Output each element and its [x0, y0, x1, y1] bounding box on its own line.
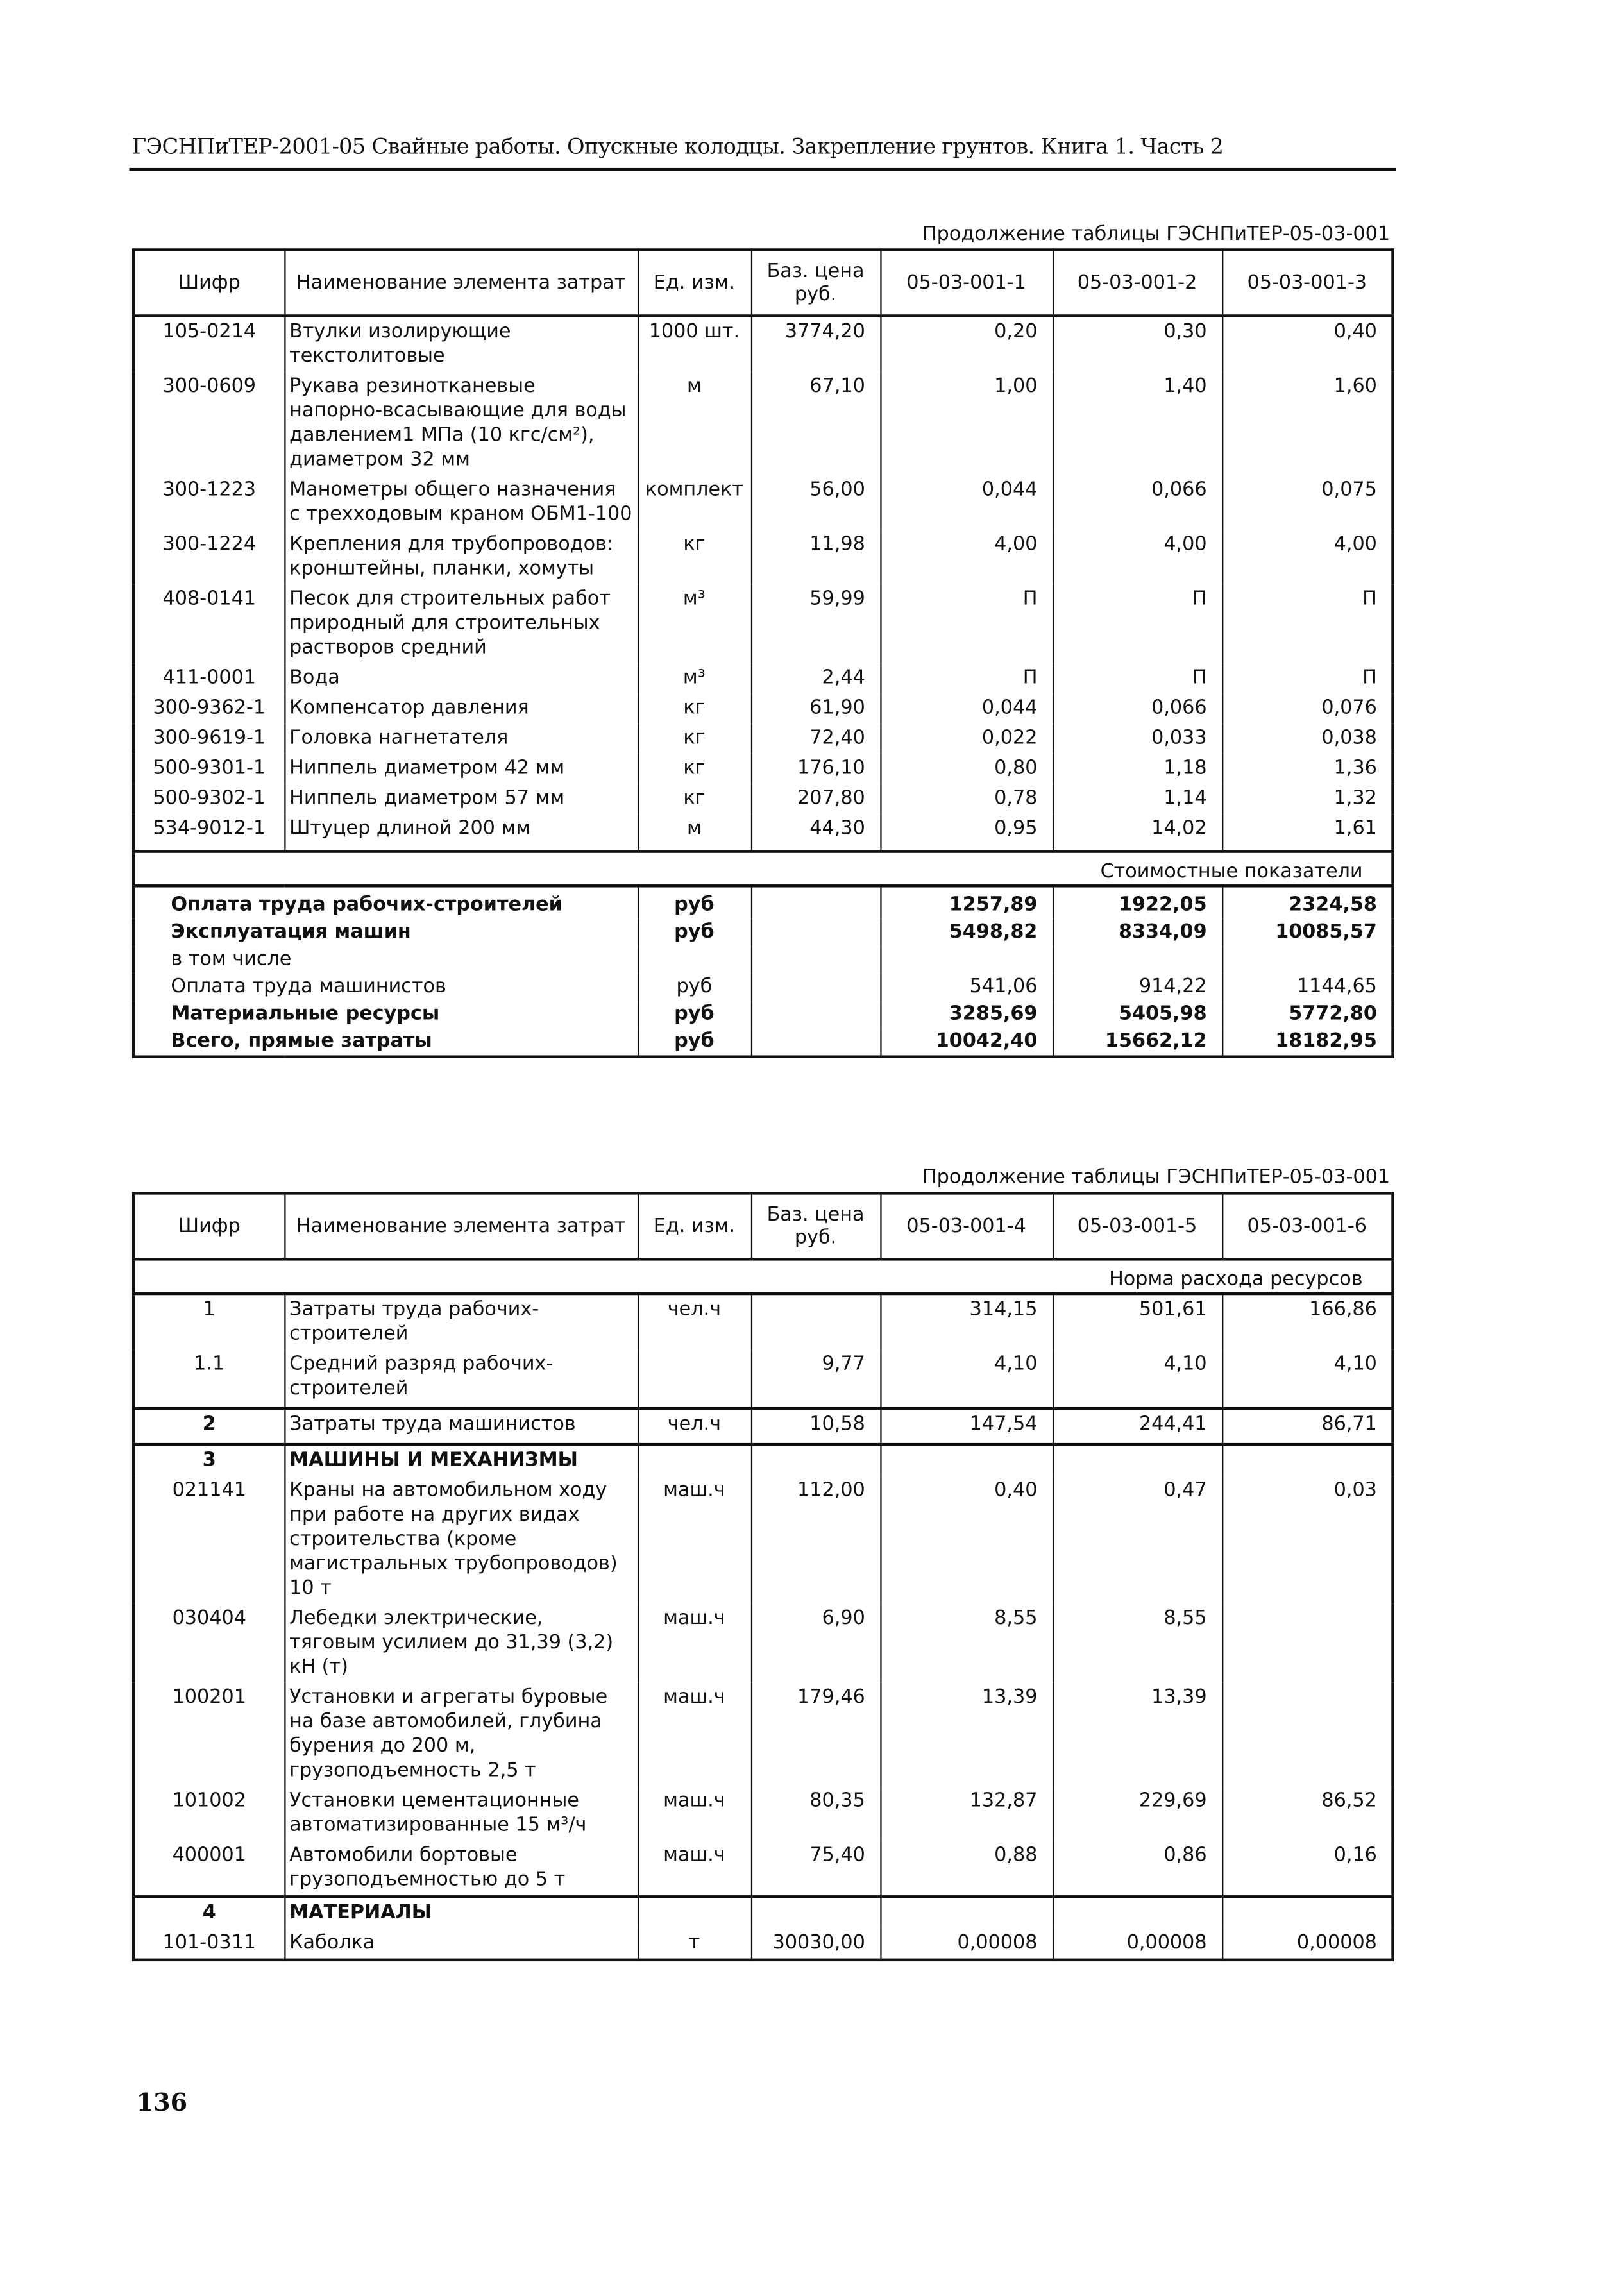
name-cell: Втулки изолирующие текстолитовые [284, 316, 638, 372]
value-cell: 1,00 [880, 372, 1053, 475]
code-cell: 408-0141 [133, 584, 284, 663]
value-cell: 5498,82 [880, 919, 1053, 947]
value-cell: 501,61 [1053, 1294, 1222, 1349]
price-cell: 11,98 [751, 530, 880, 584]
value-cell [880, 1444, 1053, 1476]
value-cell: 147,54 [880, 1408, 1053, 1444]
value-cell: 0,044 [880, 693, 1053, 723]
table-row [133, 1349, 1392, 1408]
value-cell: П [1222, 584, 1392, 663]
running-header: ГЭСНПиТЕР-2001-05 Свайные работы. Опускные колодцы. Закрепление грунтов. Книга 1. Часть 2 [131, 133, 1224, 160]
value-cell: 1922,05 [1053, 886, 1222, 918]
value-cell: 1144,65 [1222, 974, 1392, 1001]
section-row [133, 1897, 1392, 1928]
value-cell: 86,71 [1222, 1408, 1392, 1444]
table-header-row [133, 250, 1392, 316]
header-rule [129, 168, 1396, 171]
value-cell: 0,075 [1222, 475, 1392, 530]
price-cell: 75,40 [751, 1841, 880, 1897]
value-cell: 5405,98 [1053, 1001, 1222, 1028]
name-cell: Ниппель диаметром 57 мм [284, 784, 638, 814]
summary-label: Эксплуатация машин [133, 919, 638, 947]
value-cell: 4,10 [1053, 1349, 1222, 1408]
value-cell: 0,88 [880, 1841, 1053, 1897]
price-cell: 44,30 [751, 814, 880, 851]
unit-cell: кг [638, 693, 751, 723]
value-cell: П [1053, 663, 1222, 693]
code-cell: 300-9362-1 [133, 693, 284, 723]
value-cell: 0,86 [1053, 1841, 1222, 1897]
table2-caption: Продолжение таблицы ГЭСНПиТЕР-05-03-001 [922, 1165, 1391, 1189]
name-cell: Средний разряд рабочих-строителей [284, 1349, 638, 1408]
value-cell: 1257,89 [880, 886, 1053, 918]
section-row [133, 1444, 1392, 1476]
code-cell: 411-0001 [133, 663, 284, 693]
unit-cell: чел.ч [638, 1408, 751, 1444]
unit-cell [638, 1444, 751, 1476]
value-cell: 1,36 [1222, 754, 1392, 784]
summary-label: Материальные ресурсы [133, 1001, 638, 1028]
summary-label: в том числе [133, 946, 638, 974]
unit-cell: руб [638, 974, 751, 1001]
price-cell: 9,77 [751, 1349, 880, 1408]
code-cell: 2 [133, 1408, 284, 1444]
name-cell: Краны на автомобильном ходу при работе на других видах строительства (кроме магистральных трубопроводов) 10 т [284, 1476, 638, 1603]
value-cell [880, 1897, 1053, 1928]
column-header: Ед. изм. [638, 1193, 751, 1259]
value-cell: 13,39 [1053, 1683, 1222, 1786]
price-cell: 59,99 [751, 584, 880, 663]
value-cell: 0,40 [1222, 316, 1392, 372]
value-cell: 8,55 [1053, 1604, 1222, 1683]
value-cell: 10085,57 [1222, 919, 1392, 947]
name-cell: Штуцер длиной 200 мм [284, 814, 638, 851]
column-header: Баз. цена руб. [751, 250, 880, 316]
name-cell: Рукава резинотканевые напорно-всасывающие для воды давлением1 МПа (10 кгс/см²), диаметром 32 мм [284, 372, 638, 475]
price-cell: 80,35 [751, 1786, 880, 1841]
value-cell: 4,10 [1222, 1349, 1392, 1408]
column-header: 05-03-001-3 [1222, 250, 1392, 316]
value-cell: 0,022 [880, 723, 1053, 754]
value-cell: 166,86 [1222, 1294, 1392, 1349]
value-cell: 541,06 [880, 974, 1053, 1001]
table-row [133, 1294, 1392, 1349]
table-row [133, 1841, 1392, 1897]
value-cell: 8334,09 [1053, 919, 1222, 947]
summary-label: Всего, прямые затраты [133, 1028, 638, 1057]
table-row [133, 814, 1392, 851]
code-cell: 4 [133, 1897, 284, 1928]
value-cell: 314,15 [880, 1294, 1053, 1349]
name-cell: Установки цементационные автоматизированные 15 м³/ч [284, 1786, 638, 1841]
unit-cell: руб [638, 886, 751, 918]
column-header: Наименование элемента затрат [284, 1193, 638, 1259]
table1-caption: Продолжение таблицы ГЭСНПиТЕР-05-03-001 [922, 222, 1391, 246]
unit-cell: руб [638, 1028, 751, 1057]
code-cell: 1 [133, 1294, 284, 1349]
name-cell: Затраты труда рабочих-строителей [284, 1294, 638, 1349]
value-cell: 86,52 [1222, 1786, 1392, 1841]
value-cell [1222, 1604, 1392, 1683]
value-cell: 4,00 [1222, 530, 1392, 584]
column-header: Шифр [133, 1193, 284, 1259]
summary-label: Оплата труда рабочих-строителей [133, 886, 638, 918]
unit-cell: м³ [638, 663, 751, 693]
unit-cell: м³ [638, 584, 751, 663]
unit-cell: кг [638, 723, 751, 754]
value-cell: 0,00008 [880, 1929, 1053, 1960]
name-cell: Установки и агрегаты буровые на базе автомобилей, глубина бурения до 200 м, грузоподъемность 2,5 т [284, 1683, 638, 1786]
table-row [133, 1604, 1392, 1683]
code-cell: 400001 [133, 1841, 284, 1897]
price-cell: 3774,20 [751, 316, 880, 372]
value-cell: 1,14 [1053, 784, 1222, 814]
unit-cell: руб [638, 919, 751, 947]
value-cell: 0,038 [1222, 723, 1392, 754]
name-cell: Вода [284, 663, 638, 693]
value-cell [1222, 1444, 1392, 1476]
unit-cell [638, 1349, 751, 1408]
value-cell [1222, 1683, 1392, 1786]
table-row [133, 693, 1392, 723]
value-cell [1222, 946, 1392, 974]
unit-cell: маш.ч [638, 1604, 751, 1683]
section-band-row [133, 852, 1392, 886]
value-cell: 1,32 [1222, 784, 1392, 814]
value-cell: 1,40 [1053, 372, 1222, 475]
unit-cell: кг [638, 754, 751, 784]
code-cell: 105-0214 [133, 316, 284, 372]
name-cell: Манометры общего назначения с трехходовым краном ОБМ1-100 [284, 475, 638, 530]
value-cell [880, 946, 1053, 974]
price-cell: 179,46 [751, 1683, 880, 1786]
column-header: Баз. цена руб. [751, 1193, 880, 1259]
table-row [133, 723, 1392, 754]
table-row [133, 530, 1392, 584]
value-cell: 13,39 [880, 1683, 1053, 1786]
code-cell: 100201 [133, 1683, 284, 1786]
price-cell: 176,10 [751, 754, 880, 784]
unit-cell: м [638, 372, 751, 475]
value-cell: 10042,40 [880, 1028, 1053, 1057]
value-cell: П [1222, 663, 1392, 693]
table-header-row [133, 1193, 1392, 1259]
page-number: 136 [136, 2089, 188, 2118]
table-row [133, 754, 1392, 784]
code-cell: 101-0311 [133, 1929, 284, 1960]
table-row [133, 663, 1392, 693]
unit-cell: маш.ч [638, 1683, 751, 1786]
price-cell [751, 1028, 880, 1057]
price-cell: 112,00 [751, 1476, 880, 1603]
value-cell: 0,40 [880, 1476, 1053, 1603]
code-cell: 500-9302-1 [133, 784, 284, 814]
summary-row [133, 1028, 1392, 1057]
table-row [133, 784, 1392, 814]
code-cell: 1.1 [133, 1349, 284, 1408]
summary-row [133, 946, 1392, 974]
summary-row [133, 886, 1392, 918]
code-cell: 101002 [133, 1786, 284, 1841]
table-row [133, 1683, 1392, 1786]
price-cell [751, 919, 880, 947]
unit-cell: руб [638, 1001, 751, 1028]
column-header: Наименование элемента затрат [284, 250, 638, 316]
column-header: 05-03-001-1 [880, 250, 1053, 316]
price-cell: 30030,00 [751, 1929, 880, 1960]
table-row [133, 316, 1392, 372]
code-cell: 300-0609 [133, 372, 284, 475]
value-cell: 0,20 [880, 316, 1053, 372]
table-row [133, 372, 1392, 475]
column-header: Шифр [133, 250, 284, 316]
unit-cell: комплект [638, 475, 751, 530]
value-cell: 0,076 [1222, 693, 1392, 723]
name-cell: Головка нагнетателя [284, 723, 638, 754]
value-cell: 0,78 [880, 784, 1053, 814]
section-band-label: Норма расхода ресурсов [133, 1259, 1392, 1294]
price-cell [751, 946, 880, 974]
value-cell: 15662,12 [1053, 1028, 1222, 1057]
code-cell: 021141 [133, 1476, 284, 1603]
value-cell: 2324,58 [1222, 886, 1392, 918]
price-cell [751, 1897, 880, 1928]
unit-cell: 1000 шт. [638, 316, 751, 372]
unit-cell: м [638, 814, 751, 851]
value-cell: П [880, 663, 1053, 693]
value-cell: 132,87 [880, 1786, 1053, 1841]
section-band-label: Стоимостные показатели [133, 852, 1392, 886]
unit-cell: маш.ч [638, 1841, 751, 1897]
section-row [133, 1408, 1392, 1444]
unit-cell [638, 946, 751, 974]
code-cell: 030404 [133, 1604, 284, 1683]
value-cell: 0,066 [1053, 693, 1222, 723]
value-cell: 4,00 [880, 530, 1053, 584]
name-cell: Каболка [284, 1929, 638, 1960]
resource-table-1 [132, 248, 1394, 1058]
price-cell: 67,10 [751, 372, 880, 475]
value-cell: 914,22 [1053, 974, 1222, 1001]
price-cell: 72,40 [751, 723, 880, 754]
value-cell: 0,03 [1222, 1476, 1392, 1603]
name-cell: Компенсатор давления [284, 693, 638, 723]
table-row [133, 1476, 1392, 1603]
section-band-row [133, 1259, 1392, 1294]
column-header: 05-03-001-2 [1053, 250, 1222, 316]
value-cell [1053, 1897, 1222, 1928]
value-cell: П [880, 584, 1053, 663]
code-cell: 300-1224 [133, 530, 284, 584]
price-cell [751, 1294, 880, 1349]
table-row [133, 1786, 1392, 1841]
value-cell: 4,10 [880, 1349, 1053, 1408]
value-cell: 18182,95 [1222, 1028, 1392, 1057]
resource-table-2 [132, 1192, 1394, 1961]
value-cell: 0,044 [880, 475, 1053, 530]
value-cell: 0,47 [1053, 1476, 1222, 1603]
value-cell [1053, 1444, 1222, 1476]
value-cell: 3285,69 [880, 1001, 1053, 1028]
value-cell: 1,61 [1222, 814, 1392, 851]
column-header: 05-03-001-5 [1053, 1193, 1222, 1259]
value-cell: 0,16 [1222, 1841, 1392, 1897]
value-cell: 0,95 [880, 814, 1053, 851]
unit-cell: кг [638, 530, 751, 584]
value-cell [1053, 946, 1222, 974]
value-cell: 0,00008 [1053, 1929, 1222, 1960]
value-cell: 244,41 [1053, 1408, 1222, 1444]
value-cell: 0,00008 [1222, 1929, 1392, 1960]
value-cell: 1,60 [1222, 372, 1392, 475]
price-cell [751, 1001, 880, 1028]
summary-row [133, 1001, 1392, 1028]
code-cell: 500-9301-1 [133, 754, 284, 784]
price-cell [751, 886, 880, 918]
table-row [133, 475, 1392, 530]
value-cell: 0,033 [1053, 723, 1222, 754]
code-cell: 3 [133, 1444, 284, 1476]
unit-cell: чел.ч [638, 1294, 751, 1349]
code-cell: 534-9012-1 [133, 814, 284, 851]
summary-label: Оплата труда машинистов [133, 974, 638, 1001]
name-cell: Лебедки электрические, тяговым усилием до 31,39 (3,2) кН (т) [284, 1604, 638, 1683]
unit-cell: т [638, 1929, 751, 1960]
value-cell: 14,02 [1053, 814, 1222, 851]
name-cell: Песок для строительных работ природный для строительных растворов средний [284, 584, 638, 663]
summary-row [133, 919, 1392, 947]
price-cell [751, 1444, 880, 1476]
value-cell: 8,55 [880, 1604, 1053, 1683]
price-cell: 10,58 [751, 1408, 880, 1444]
code-cell: 300-1223 [133, 475, 284, 530]
value-cell: 0,066 [1053, 475, 1222, 530]
price-cell [751, 974, 880, 1001]
column-header: 05-03-001-4 [880, 1193, 1053, 1259]
value-cell: 0,30 [1053, 316, 1222, 372]
name-cell: Затраты труда машинистов [284, 1408, 638, 1444]
name-cell: Ниппель диаметром 42 мм [284, 754, 638, 784]
value-cell: 5772,80 [1222, 1001, 1392, 1028]
unit-cell: маш.ч [638, 1786, 751, 1841]
name-cell: МАШИНЫ И МЕХАНИЗМЫ [284, 1444, 638, 1476]
table-row [133, 1929, 1392, 1960]
code-cell: 300-9619-1 [133, 723, 284, 754]
price-cell: 6,90 [751, 1604, 880, 1683]
unit-cell: маш.ч [638, 1476, 751, 1603]
value-cell: 4,00 [1053, 530, 1222, 584]
column-header: 05-03-001-6 [1222, 1193, 1392, 1259]
value-cell: 0,80 [880, 754, 1053, 784]
value-cell: 1,18 [1053, 754, 1222, 784]
value-cell [1222, 1897, 1392, 1928]
summary-row [133, 974, 1392, 1001]
value-cell: 229,69 [1053, 1786, 1222, 1841]
name-cell: Автомобили бортовые грузоподъемностью до 5 т [284, 1841, 638, 1897]
unit-cell: кг [638, 784, 751, 814]
price-cell: 2,44 [751, 663, 880, 693]
name-cell: МАТЕРИАЛЫ [284, 1897, 638, 1928]
name-cell: Крепления для трубопроводов: кронштейны, планки, хомуты [284, 530, 638, 584]
price-cell: 207,80 [751, 784, 880, 814]
column-header: Ед. изм. [638, 250, 751, 316]
price-cell: 56,00 [751, 475, 880, 530]
table-row [133, 584, 1392, 663]
price-cell: 61,90 [751, 693, 880, 723]
value-cell: П [1053, 584, 1222, 663]
unit-cell [638, 1897, 751, 1928]
